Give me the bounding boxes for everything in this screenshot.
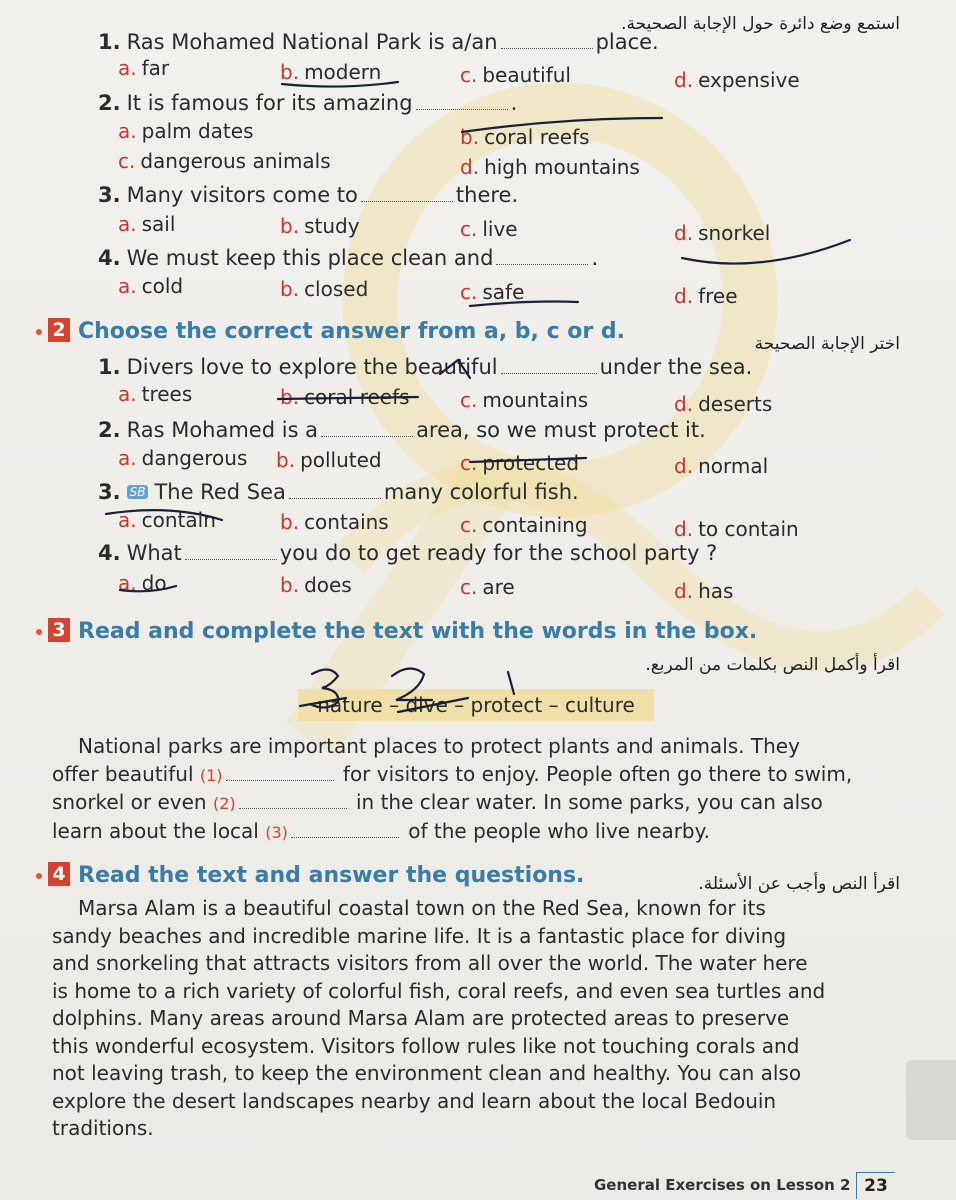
section-3-heading: 3 Read and complete the text with the words in the box. bbox=[36, 618, 757, 644]
text-line: learn about the local (3) of the people who live nearby. bbox=[52, 818, 710, 843]
question-2-3: 3. SB The Red Sea many colorful fish. bbox=[98, 480, 579, 504]
student-book-badge: SB bbox=[127, 485, 149, 499]
bullet-dot bbox=[36, 329, 42, 335]
section-2-heading: 2 Choose the correct answer from a, b, c or d. bbox=[36, 318, 625, 344]
passage-line: sandy beaches and incredible marine life. It is a fantastic place for diving bbox=[52, 923, 787, 948]
passage-line: explore the desert landscapes nearby and learn about the local Bedouin bbox=[52, 1088, 777, 1113]
option-1-3-a[interactable]: a. sail bbox=[118, 212, 176, 236]
option-2-2-a[interactable]: a. dangerous bbox=[118, 446, 248, 470]
footer-lesson-label: General Exercises on Lesson 2 bbox=[594, 1176, 851, 1194]
bullet-dot bbox=[36, 629, 42, 635]
question-1-2: 2. It is famous for its amazing . bbox=[98, 91, 518, 115]
page-number: 23 bbox=[856, 1172, 895, 1199]
option-2-1-b[interactable]: b. coral reefs bbox=[280, 385, 410, 409]
option-1-3-c[interactable]: c. live bbox=[460, 217, 518, 241]
passage-line: Marsa Alam is a beautiful coastal town on the Red Sea, known for its bbox=[78, 896, 766, 920]
section-number-badge: 3 bbox=[48, 618, 70, 642]
question-1-1: 1. Ras Mohamed National Park is a/an place. bbox=[98, 30, 659, 54]
passage-line: this wonderful ecosystem. Visitors follow rules like not touching corals and bbox=[52, 1033, 800, 1058]
blank-ref-2: (2) bbox=[212, 794, 236, 813]
option-1-2-c[interactable]: c. dangerous animals bbox=[118, 149, 331, 173]
blank-ref-3: (3) bbox=[265, 822, 288, 842]
option-1-1-b[interactable]: b. modern bbox=[280, 60, 382, 84]
section-4-heading: 4 Read the text and answer the questions. bbox=[36, 862, 584, 888]
option-2-3-a[interactable]: a. contain bbox=[118, 508, 216, 532]
option-1-3-d[interactable]: d. snorkel bbox=[674, 221, 771, 245]
option-2-2-b[interactable]: b. polluted bbox=[276, 448, 382, 472]
option-1-3-b[interactable]: b. study bbox=[280, 214, 360, 238]
option-2-4-d[interactable]: d. has bbox=[674, 579, 734, 603]
passage-line: not leaving trash, to keep the environment clean and healthy. You can also bbox=[52, 1061, 802, 1085]
option-1-4-b[interactable]: b. closed bbox=[280, 277, 369, 301]
passage-line: is home to a rich variety of colorful fish, coral reefs, and even sea turtles and bbox=[52, 978, 826, 1003]
page-edge-shadow bbox=[906, 1060, 956, 1140]
passage-line: and snorkeling that attracts visitors from all over the world. The water here bbox=[52, 951, 808, 975]
text-line: offer beautiful (1) for visitors to enjoy. People often go there to swim, bbox=[52, 761, 853, 786]
arabic-instruction-listen: استمع وضع دائرة حول الإجابة الصحيحة. bbox=[621, 14, 900, 34]
option-2-3-c[interactable]: c. containing bbox=[460, 513, 588, 537]
option-2-1-d[interactable]: d. deserts bbox=[674, 392, 773, 416]
option-2-3-d[interactable]: d. to contain bbox=[674, 517, 799, 541]
option-1-1-a[interactable]: a. far bbox=[118, 56, 170, 80]
option-1-4-d[interactable]: d. free bbox=[674, 284, 738, 308]
section-number-badge: 4 bbox=[48, 862, 70, 886]
option-2-3-b[interactable]: b. contains bbox=[280, 510, 389, 534]
option-2-1-a[interactable]: a. trees bbox=[118, 382, 193, 406]
question-2-1: 1. Divers love to explore the beautiful under the sea. bbox=[98, 355, 753, 379]
passage-line: dolphins. Many areas around Marsa Alam are protected areas to preserve bbox=[52, 1006, 790, 1030]
word-box: nature – dive – protect – culture bbox=[298, 689, 654, 721]
option-1-2-d[interactable]: d. high mountains bbox=[460, 155, 640, 179]
question-1-4: 4. We must keep this place clean and . bbox=[98, 246, 599, 270]
text-line: National parks are important places to protect plants and animals. They bbox=[78, 734, 800, 758]
arabic-instruction-read: اقرأ النص وأجب عن الأسئلة. bbox=[698, 874, 900, 894]
option-1-4-c[interactable]: c. safe bbox=[460, 280, 525, 304]
option-2-2-c[interactable]: c. protected bbox=[460, 451, 580, 475]
option-1-2-b[interactable]: b. coral reefs bbox=[460, 125, 590, 149]
option-1-1-c[interactable]: c. beautiful bbox=[460, 63, 571, 87]
option-1-4-a[interactable]: a. cold bbox=[118, 274, 184, 298]
option-2-4-c[interactable]: c. are bbox=[460, 575, 515, 599]
arabic-instruction-complete: اقرأ وأكمل النص بكلمات من المربع. bbox=[645, 655, 900, 675]
option-2-1-c[interactable]: c. mountains bbox=[460, 388, 589, 412]
option-2-4-a[interactable]: a. do bbox=[118, 571, 167, 595]
arabic-instruction-choose: اختر الإجابة الصحيحة bbox=[754, 334, 900, 354]
question-2-4: 4. What you do to get ready for the school party ? bbox=[98, 541, 718, 565]
bullet-dot bbox=[36, 873, 42, 879]
option-1-1-d[interactable]: d. expensive bbox=[674, 68, 800, 92]
reading-passage bbox=[52, 895, 922, 1143]
section-number-badge: 2 bbox=[48, 318, 70, 342]
option-1-2-a[interactable]: a. palm dates bbox=[118, 119, 254, 143]
passage-line: traditions. bbox=[52, 1116, 154, 1140]
question-2-2: 2. Ras Mohamed is a area, so we must protect it. bbox=[98, 418, 706, 442]
text-line: snorkel or even (2) in the clear water. In some parks, you can also bbox=[52, 790, 823, 814]
option-2-2-d[interactable]: d. normal bbox=[674, 454, 769, 478]
option-2-4-b[interactable]: b. does bbox=[280, 573, 352, 597]
blank-ref-1: (1) bbox=[199, 765, 223, 785]
completion-text bbox=[52, 733, 922, 846]
question-1-3: 3. Many visitors come to there. bbox=[98, 183, 519, 207]
